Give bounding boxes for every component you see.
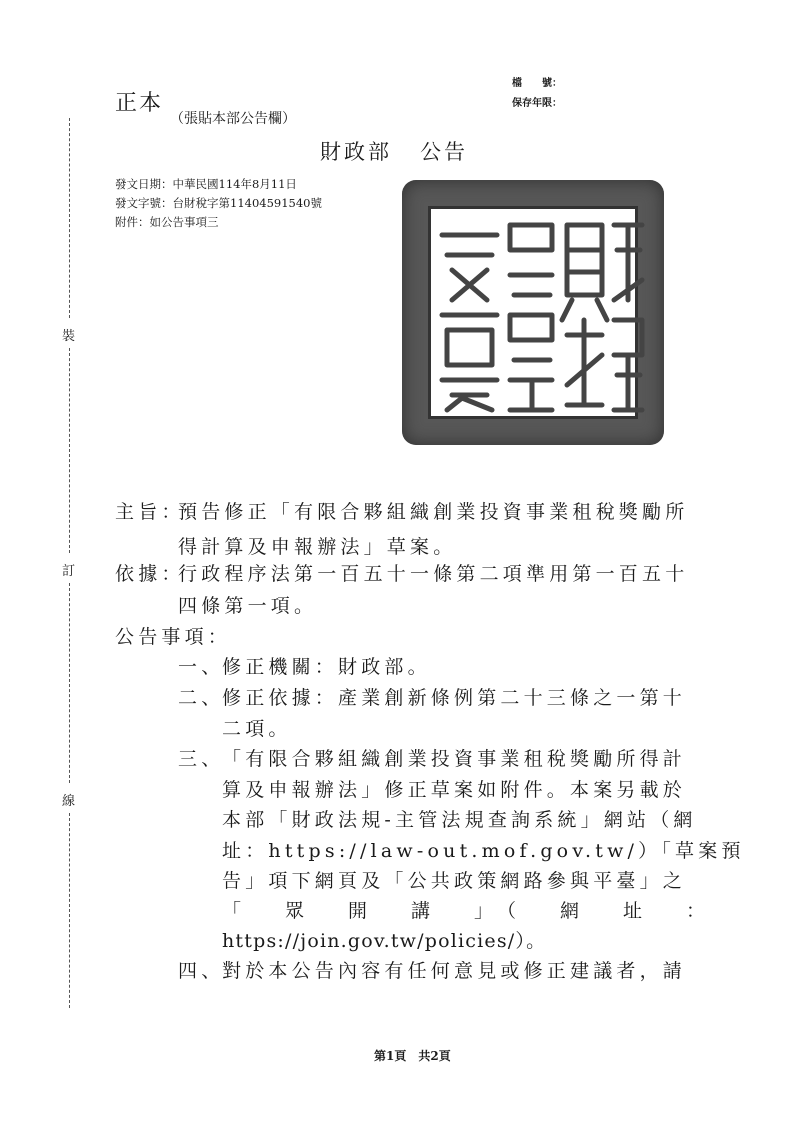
item-line: https://join.gov.tw/policies/）。: [222, 930, 547, 952]
subject-label: 主旨：: [115, 501, 185, 523]
retention-period-label: 保存年限：: [512, 98, 562, 109]
attachment-note: 附件：如公告事項三: [115, 215, 219, 229]
document-title: [320, 136, 468, 166]
document-number: 發文字號：台財稅字第11404591540號: [115, 196, 322, 210]
binding-char-1: 裝: [62, 329, 76, 344]
copy-type-label: 正本: [115, 91, 164, 116]
item-number: 一、: [178, 656, 225, 678]
items-label: 公告事項：: [115, 626, 232, 648]
posting-board-note: （張貼本部公告欄）: [170, 111, 296, 127]
official-seal: [402, 180, 664, 445]
item-number: 二、: [178, 687, 225, 709]
issuing-agency: 財政部: [320, 140, 392, 164]
item-line: 算及申報辦法」修正草案如附件。本案另載於: [222, 779, 687, 801]
binding-line-top: [69, 118, 70, 318]
file-number-label: 檔 號：: [512, 78, 562, 89]
item-line: 「 眾 開 講 」 （ 網 址 ：: [222, 900, 708, 922]
basis-line: 行政程序法第一百五十一條第二項準用第一百五十: [178, 563, 689, 585]
item-number: 四、: [178, 960, 225, 982]
item-line: 修正依據：產業創新條例第二十三條之一第十: [222, 687, 687, 709]
item-line: 址：https://law-out.mof.gov.tw/）「草案預: [222, 840, 745, 862]
subject-line: 預告修正「有限合夥組織創業投資事業租稅獎勵所: [178, 501, 689, 523]
item-number: 三、: [178, 748, 225, 770]
item-line: 本部「財政法規-主管法規查詢系統」網站（網: [222, 809, 697, 831]
item-line: 二項。: [222, 718, 292, 740]
basis-line: 四條第一項。: [178, 595, 318, 617]
item-line: 告」項下網頁及「公共政策網路參與平臺」之: [222, 870, 687, 892]
document-type: 公告: [420, 140, 468, 164]
item-line: 「有限合夥組織創業投資事業租稅獎勵所得計: [222, 748, 687, 770]
seal-glyphs-icon: [402, 180, 664, 445]
issue-date: 發文日期：中華民國114年8月11日: [115, 177, 297, 191]
binding-line-bottom: [69, 813, 70, 1008]
binding-char-2: 訂: [62, 564, 76, 579]
subject-line: 得計算及申報辦法」草案。: [178, 536, 457, 558]
binding-char-3: 線: [62, 794, 76, 809]
basis-label: 依據：: [115, 563, 185, 585]
page-number: 第1頁 共2頁: [374, 1049, 451, 1063]
item-line: 對於本公告內容有任何意見或修正建議者，請: [222, 960, 687, 982]
binding-line-middle: [69, 348, 70, 553]
binding-line-lower: [69, 583, 70, 783]
item-line: 修正機關：財政部。: [222, 656, 431, 678]
